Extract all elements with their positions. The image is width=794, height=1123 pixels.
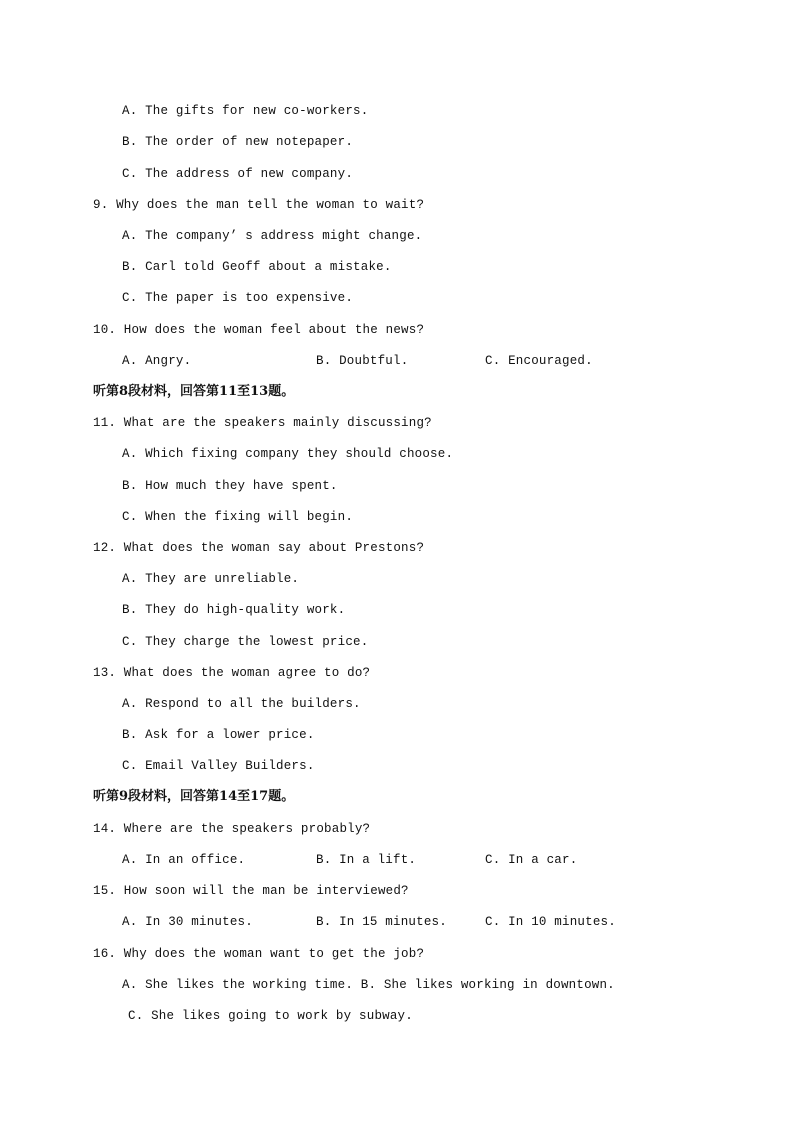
q10-option-c: C. Encouraged. — [485, 354, 593, 368]
q13-option-c: C. Email Valley Builders. — [122, 759, 315, 773]
q12-option-a: A. They are unreliable. — [122, 572, 300, 586]
q9-option-c: C. The paper is too expensive. — [122, 291, 354, 305]
q15-question: 15. How soon will the man be interviewed? — [93, 884, 409, 898]
q11-option-c: C. When the fixing will begin. — [122, 510, 354, 524]
q16-options-ab: A. She likes the working time. B. She likes working in downtown. — [122, 978, 615, 992]
q11-question: 11. What are the speakers mainly discussing? — [93, 416, 432, 430]
section8-heading: 听第8段材料，回答第11至13题。 — [93, 384, 295, 399]
q9-question: 9. Why does the man tell the woman to wait? — [93, 198, 425, 212]
q10-question: 10. How does the woman feel about the news? — [93, 323, 425, 337]
q13-question: 13. What does the woman agree to do? — [93, 666, 371, 680]
q14-option-a: A. In an office. — [122, 853, 246, 867]
section9-heading: 听第9段材料，回答第14至17题。 — [93, 789, 295, 804]
q14-option-b: B. In a lift. — [316, 853, 417, 867]
q12-option-b: B. They do high-quality work. — [122, 603, 346, 617]
q10-option-a: A. Angry. — [122, 354, 192, 368]
q16-question: 16. Why does the woman want to get the job? — [93, 947, 425, 961]
q14-option-c: C. In a car. — [485, 853, 578, 867]
q13-option-a: A. Respond to all the builders. — [122, 697, 361, 711]
q8-option-a: A. The gifts for new co-workers. — [122, 104, 369, 118]
q16-option-c: C. She likes going to work by subway. — [128, 1009, 413, 1023]
q15-option-b: B. In 15 minutes. — [316, 915, 447, 929]
q15-option-a: A. In 30 minutes. — [122, 915, 253, 929]
q11-option-a: A. Which fixing company they should choose. — [122, 447, 454, 461]
q12-option-c: C. They charge the lowest price. — [122, 635, 369, 649]
q12-question: 12. What does the woman say about Prestons? — [93, 541, 425, 555]
q15-option-c: C. In 10 minutes. — [485, 915, 616, 929]
q8-option-b: B. The order of new notepaper. — [122, 135, 354, 149]
q9-option-b: B. Carl told Geoff about a mistake. — [122, 260, 392, 274]
q14-question: 14. Where are the speakers probably? — [93, 822, 371, 836]
q11-option-b: B. How much they have spent. — [122, 479, 338, 493]
q13-option-b: B. Ask for a lower price. — [122, 728, 315, 742]
q8-option-c: C. The address of new company. — [122, 167, 354, 181]
q10-option-b: B. Doubtful. — [316, 354, 409, 368]
q9-option-a: A. The company’ s address might change. — [122, 229, 423, 243]
